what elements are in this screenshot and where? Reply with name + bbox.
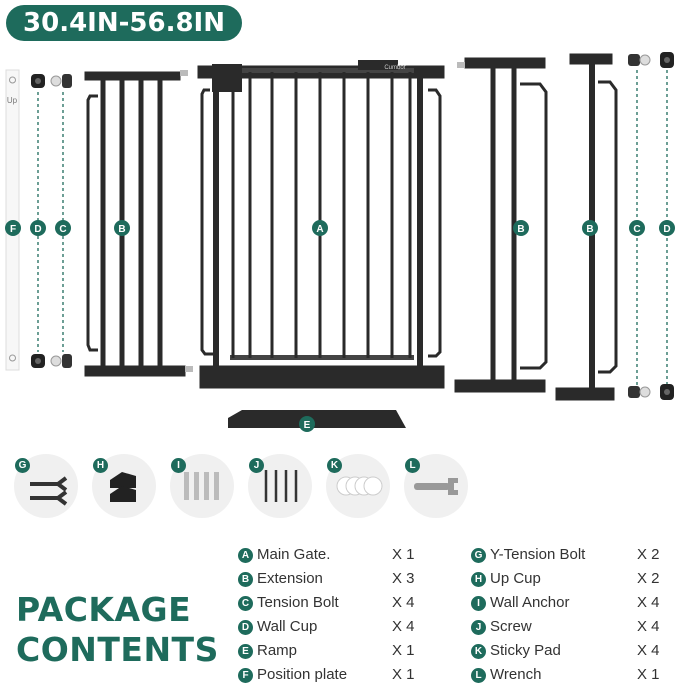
label-b-badge-middle [513, 220, 529, 236]
parts-list-left [238, 544, 418, 688]
svg-text:C: C [633, 224, 641, 235]
svg-text:F: F [9, 224, 17, 235]
package-title-line2: CONTENTS [16, 630, 219, 669]
label-b-badge-left [114, 220, 130, 236]
label-j-badge: J [249, 458, 264, 473]
label-g-badge: G [15, 458, 30, 473]
label-l-badge: L [405, 458, 420, 473]
part-row-j: J Screw X 4 [471, 616, 661, 640]
part-row-k: K Sticky Pad X 4 [471, 640, 661, 664]
label-i-badge: I [171, 458, 186, 473]
label-a-badge [312, 220, 328, 236]
part-row-a: A Main Gate. X 1 [238, 544, 418, 568]
tension-bolt-bottom-left [51, 354, 72, 368]
part-row-l: L Wrench X 1 [471, 664, 661, 688]
label-h-badge: H [93, 458, 108, 473]
part-row-g: G Y-Tension Bolt X 2 [471, 544, 661, 568]
extension-left [85, 70, 193, 376]
wall-cup-top-right [660, 52, 674, 68]
label-b-badge-right [582, 220, 598, 236]
label-k-badge: K [327, 458, 342, 473]
brand-text: Cumbor [384, 65, 406, 71]
part-row-e: E Ramp X 1 [238, 640, 418, 664]
part-row-i: I Wall Anchor X 4 [471, 592, 661, 616]
tension-bolt-top-right [628, 54, 650, 66]
tension-bolt-top-left [51, 74, 72, 88]
package-title-line1: PACKAGE [16, 590, 192, 629]
part-row-h: H Up Cup X 2 [471, 568, 661, 592]
wall-cup-bottom-right [660, 384, 674, 400]
up-text: Up [6, 96, 18, 105]
label-d-badge-right [659, 220, 675, 236]
size-range-badge: 30.4IN-56.8IN [6, 5, 242, 41]
part-row-b: B Extension X 3 [238, 568, 418, 592]
ramp [228, 410, 406, 428]
wall-cup-bottom-left [31, 354, 45, 368]
tension-bolt-bottom-right [628, 386, 650, 398]
label-e-badge [299, 416, 315, 432]
part-row-f: F Position plate X 1 [238, 664, 418, 688]
extension-middle [455, 58, 546, 392]
svg-text:C: C [59, 224, 67, 235]
svg-text:B: B [517, 224, 525, 235]
svg-text:D: D [663, 224, 671, 235]
part-row-d: D Wall Cup X 4 [238, 616, 418, 640]
svg-text:B: B [118, 224, 126, 235]
label-d-badge-left [30, 220, 46, 236]
svg-text:D: D [34, 224, 42, 235]
svg-text:B: B [586, 224, 594, 235]
svg-text:E: E [303, 420, 311, 431]
position-plate [6, 70, 19, 370]
wall-cup-top-left [31, 74, 45, 88]
svg-text:A: A [316, 224, 324, 235]
label-c-badge-left [55, 220, 71, 236]
part-row-c: C Tension Bolt X 4 [238, 592, 418, 616]
label-c-badge-right [629, 220, 645, 236]
label-f-badge [5, 220, 21, 236]
parts-list-right [471, 544, 661, 688]
